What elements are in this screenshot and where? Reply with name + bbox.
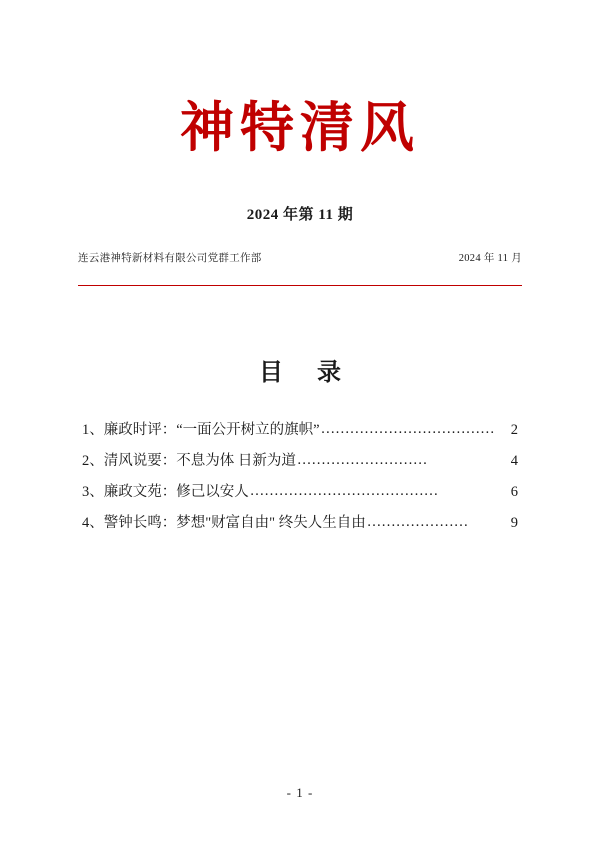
toc-leader-dots: …………………………………	[249, 483, 439, 499]
list-item[interactable]	[82, 511, 518, 542]
toc-item-label: 4、警钟长鸣：梦想"财富自由" 终失人生自由	[82, 515, 366, 531]
toc-leader-dots: ………………………………	[320, 421, 495, 437]
toc-leader-dots: …………………	[366, 514, 469, 530]
toc-item-page: 4	[510, 453, 518, 469]
page-number: - 1 -	[286, 785, 314, 800]
issue-line: 2024 年第 11 期	[246, 207, 354, 223]
toc-item-label: 1、廉政时评：“一面公开树立的旗帜”	[82, 422, 320, 438]
toc-item-label: 3、廉政文苑：修己以安人	[82, 484, 249, 500]
list-item[interactable]	[82, 449, 518, 480]
list-item[interactable]	[82, 480, 518, 511]
toc-leader-dots: ………………………	[296, 452, 428, 468]
toc-item-label: 2、清风说要：不息为体 日新为道	[82, 453, 296, 469]
publisher-row	[78, 250, 522, 265]
publisher-name: 连云港神特新材料有限公司党群工作部	[78, 253, 262, 264]
list-item[interactable]	[82, 418, 518, 449]
toc-item-page: 9	[510, 515, 518, 531]
toc-heading: 目 录	[259, 360, 355, 386]
masthead-title: 神特清风	[180, 95, 420, 159]
toc-item-page: 6	[510, 484, 518, 500]
accent-divider	[78, 285, 522, 286]
toc-list	[82, 418, 518, 542]
issue-date: 2024 年 11 月	[458, 253, 522, 264]
toc-item-page: 2	[510, 422, 518, 438]
